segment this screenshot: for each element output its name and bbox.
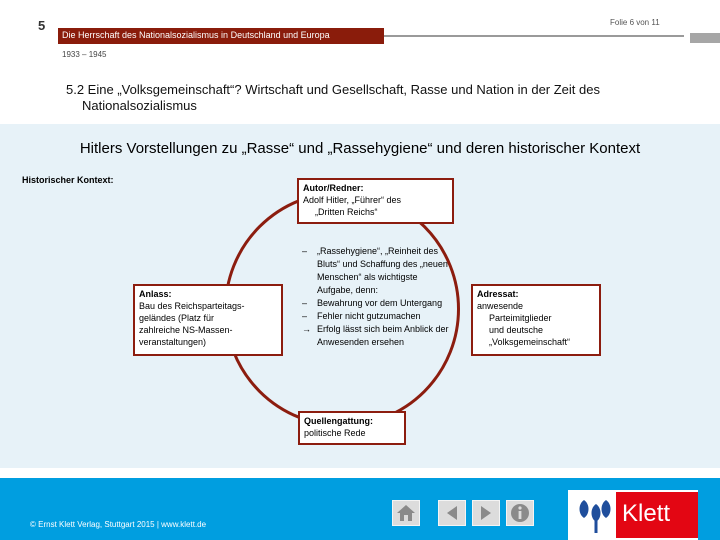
addressee-line: und deutsche: [489, 325, 544, 335]
occasion-box: [133, 284, 283, 356]
section-heading: [66, 82, 696, 114]
dash-marker: –: [302, 298, 308, 308]
addressee-line: „Volksgemeinschaft“: [489, 337, 571, 347]
speech-content-item: [302, 323, 452, 349]
chapter-number: 5: [38, 18, 46, 33]
author-box: [297, 178, 454, 224]
addressee-line: anwesende: [477, 301, 524, 311]
chapter-title: Die Herrschaft des Nationalsozialismus in Deutschland und Europa: [62, 30, 330, 40]
occasion-heading: Anlass:: [139, 289, 172, 299]
speech-content-text: Fehler nicht gutzumachen: [317, 311, 421, 321]
historical-context-label: Historischer Kontext:: [22, 175, 114, 185]
arrow-marker: →: [302, 324, 311, 334]
info-icon: [510, 503, 530, 523]
addressee-heading: Adressat:: [477, 289, 519, 299]
speech-content-list: [302, 245, 452, 349]
info-button[interactable]: [506, 500, 534, 526]
chapter-period: 1933 – 1945: [62, 50, 107, 59]
next-icon: [477, 504, 495, 522]
speech-content-text: Erfolg lässt sich beim Anblick der Anwesenden ersehen: [317, 324, 449, 347]
author-heading: Autor/Redner:: [303, 183, 364, 193]
panel-title: Hitlers Vorstellungen zu „Rasse“ und „Rassehygiene“ und deren historischer Kontext: [79, 140, 641, 157]
dash-marker: –: [302, 311, 308, 321]
previous-slide-button[interactable]: [438, 500, 466, 526]
source-type-box: [298, 411, 406, 445]
addressee-box: [471, 284, 601, 356]
klett-logo-wordmark: Klett: [622, 500, 671, 527]
home-icon: [396, 504, 416, 522]
header-divider: [384, 35, 684, 37]
author-line: Adolf Hitler, „Führer“ des: [303, 195, 402, 205]
source-type-line: politische Rede: [304, 428, 366, 438]
klett-clover-icon: [576, 494, 614, 536]
home-button[interactable]: [392, 500, 420, 526]
occasion-line: geländes (Platz für: [139, 313, 215, 323]
occasion-line: Bau des Reichsparteitags-: [139, 301, 245, 311]
section-heading-line-2: Nationalsozialismus: [82, 98, 197, 113]
section-heading-line-1: 5.2 Eine „Volksgemeinschaft“? Wirtschaft und Gesellschaft, Rasse und Nation in der Zeit des: [66, 82, 600, 97]
speech-content-text: „Rassehygiene“, „Reinheit des Bluts“ und Schaffung des „neuen Menschen“ als wichtigste Aufgabe, denn:: [317, 246, 448, 295]
speech-content-item: [302, 297, 452, 310]
source-type-heading: Quellengattung:: [304, 416, 373, 426]
addressee-line: Parteimitglieder: [489, 313, 552, 323]
dash-marker: –: [302, 246, 308, 256]
slide-counter: Folie 6 von 11: [610, 18, 660, 27]
speech-content-item: [302, 245, 452, 297]
occasion-line: zahlreiche NS-Massen-: [139, 325, 233, 335]
next-slide-button[interactable]: [472, 500, 500, 526]
header-tab-marker: [690, 33, 720, 43]
speech-content-item: [302, 310, 452, 323]
occasion-line: veranstaltungen): [139, 337, 207, 347]
author-line: „Dritten Reichs“: [315, 207, 378, 217]
previous-icon: [443, 504, 461, 522]
copyright-notice: © Ernst Klett Verlag, Stuttgart 2015 | www.klett.de: [30, 520, 207, 529]
speech-content-text: Bewahrung vor dem Untergang: [317, 298, 443, 308]
